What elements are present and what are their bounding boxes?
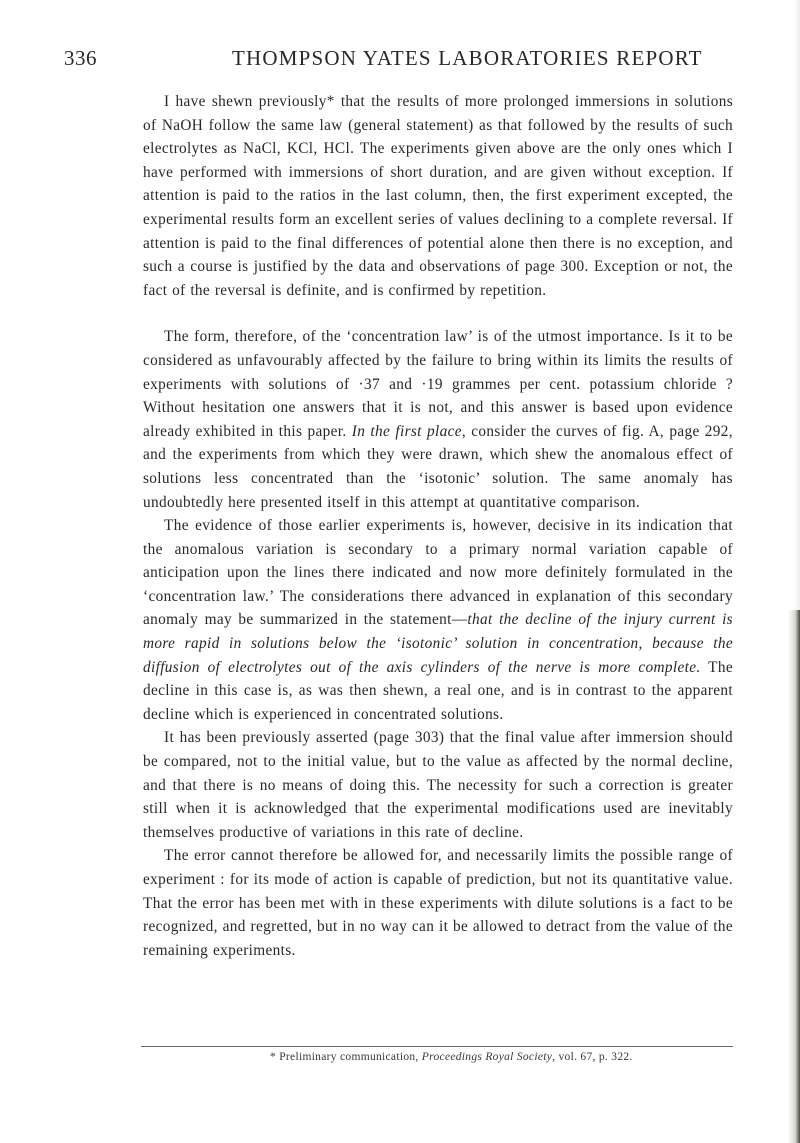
paragraph-text: I have shewn previously* that the results of more prolonged immersions in solutions of NaOH follow the same law (general statement) as that followed by the results of such electrolytes as NaCl, KCl, HCl. The experiments given above are the only ones which I have performed with immersions of short duration, and are given without exception. If attention is paid to the ratios in the last column, then, the first experiment excepted, the experimental results form an excellent series of values declining to a complete reversal. If attention is paid to the final differences of potential alone then there is no exception, and such a course is justified by the data and observations of page 300. Exception or not, the fact of the reversal is definite, and is confirmed by repetition. (143, 93, 733, 299)
paragraph (143, 726, 733, 844)
page-edge-shadow-top (794, 0, 800, 610)
paragraph-text: The evidence of those earlier experiments is, however, decisive in its indication that the anomalous variation is secondary to a primary normal variation capable of anticipation upon the lines there indicated and now more definitely formulated in the ‘concentration law.’ The considerations there advanced in explanation of this secondary anomaly may be summarized in the statement— (143, 517, 733, 629)
footnote-divider (141, 1046, 733, 1047)
paragraph-text: The decline in this case is, as was then shewn, a real one, and is in contrast to the apparent decline which is experienced in concentrated solutions. (143, 658, 733, 723)
page-edge-shadow (788, 610, 800, 1143)
paragraph (143, 90, 733, 302)
paragraph-text: It has been previously asserted (page 303) that the final value after immersion should be compared, not to the initial value, but to the value as affected by the normal decline, and that there is no means of doing this. The necessity for such a correction is greater still when it is acknowledged that the experimental modifications used are inevitably themselves productive of variations in this rate of decline. (143, 729, 733, 841)
paragraph-text: , consider the curves of fig. A, page 292, and the experiments from which they were drawn, which shew the anomalous effect of solutions less concentrated than the ‘isotonic’ solution. The same anomaly has undoubtedly here presented itself in this attempt at quantitative comparison. (143, 422, 733, 511)
page-number: 336 (64, 46, 97, 70)
paragraph (143, 844, 733, 962)
body-text (143, 90, 733, 962)
paragraph-text: The form, therefore, of the ‘concentration law’ is of the utmost importance. Is it to be considered as unfavourably affected by the failure to bring within its limits the results of experiments with solutions of ·37 and ·19 grammes per cent. potassium chloride ? Without hesitation one answers that it is not, and this answer is based upon evidence already exhibited in this paper. (143, 328, 733, 440)
footnote (270, 1050, 633, 1064)
running-head: THOMPSON YATES LABORATORIES REPORT (232, 46, 703, 70)
footnote-journal: Proceedings Royal Society (421, 1051, 553, 1063)
footnote-prefix: * Preliminary communication, (270, 1051, 422, 1063)
footnote-suffix: , vol. 67, p. 322. (552, 1051, 633, 1063)
italic-text: that the decline of the injury current is more rapid in solutions below the ‘isotonic’ solution in concentration, because the diffusion of electrolytes out of the axis cylinders of the nerve is more complete. (143, 611, 733, 676)
paragraph (143, 514, 733, 726)
paragraph (143, 325, 733, 514)
page-header (64, 46, 704, 76)
italic-text: In the first place (351, 422, 462, 440)
paragraph-text: The error cannot therefore be allowed for, and necessarily limits the possible range of experiment : for its mode of action is capable of prediction, but not its quantitative value. That the error has been met with in these experiments with dilute solutions is a fact to be recognized, and regretted, but in no way can it be allowed to detract from the value of the remaining experiments. (143, 847, 733, 959)
